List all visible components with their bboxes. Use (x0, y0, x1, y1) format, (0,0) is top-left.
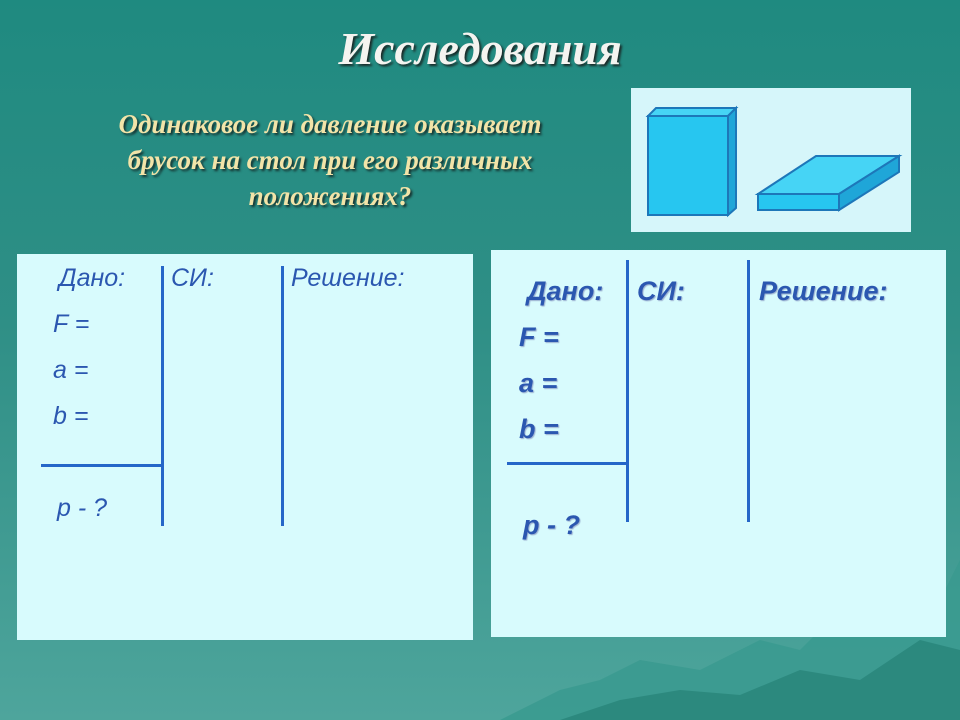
divider-solution (747, 260, 750, 522)
standing-block (648, 108, 736, 215)
solution-panel-right (491, 250, 946, 637)
a-label: a = (519, 368, 558, 398)
question-line-1: Одинаковое ли давление оказывает (118, 109, 542, 139)
b-label: b = (519, 414, 559, 444)
pressure-label: p - ? (523, 510, 580, 540)
page-title: Исследования (338, 23, 622, 74)
question-text (60, 106, 600, 214)
divider-unknown (41, 464, 163, 467)
force-label: F = (53, 310, 90, 338)
b-label: b = (53, 402, 89, 430)
si-label: СИ: (637, 276, 685, 306)
divider-si (626, 260, 629, 522)
divider-si (161, 266, 164, 526)
lying-block (758, 156, 899, 210)
given-label: Дано: (527, 276, 604, 306)
divider-unknown (507, 462, 629, 465)
question-line-3: положениях? (248, 181, 412, 211)
blocks-illustration (631, 88, 911, 232)
solution-panel-left (17, 254, 473, 640)
a-label: a = (53, 356, 89, 384)
si-label: СИ: (171, 264, 214, 292)
given-label: Дано: (59, 264, 126, 292)
solution-label: Решение: (291, 264, 405, 292)
question-line-2: брусок на стол при его различных (127, 145, 533, 175)
force-label: F = (519, 322, 559, 352)
divider-solution (281, 266, 284, 526)
solution-label: Решение: (759, 276, 888, 306)
pressure-label: p - ? (57, 494, 108, 522)
